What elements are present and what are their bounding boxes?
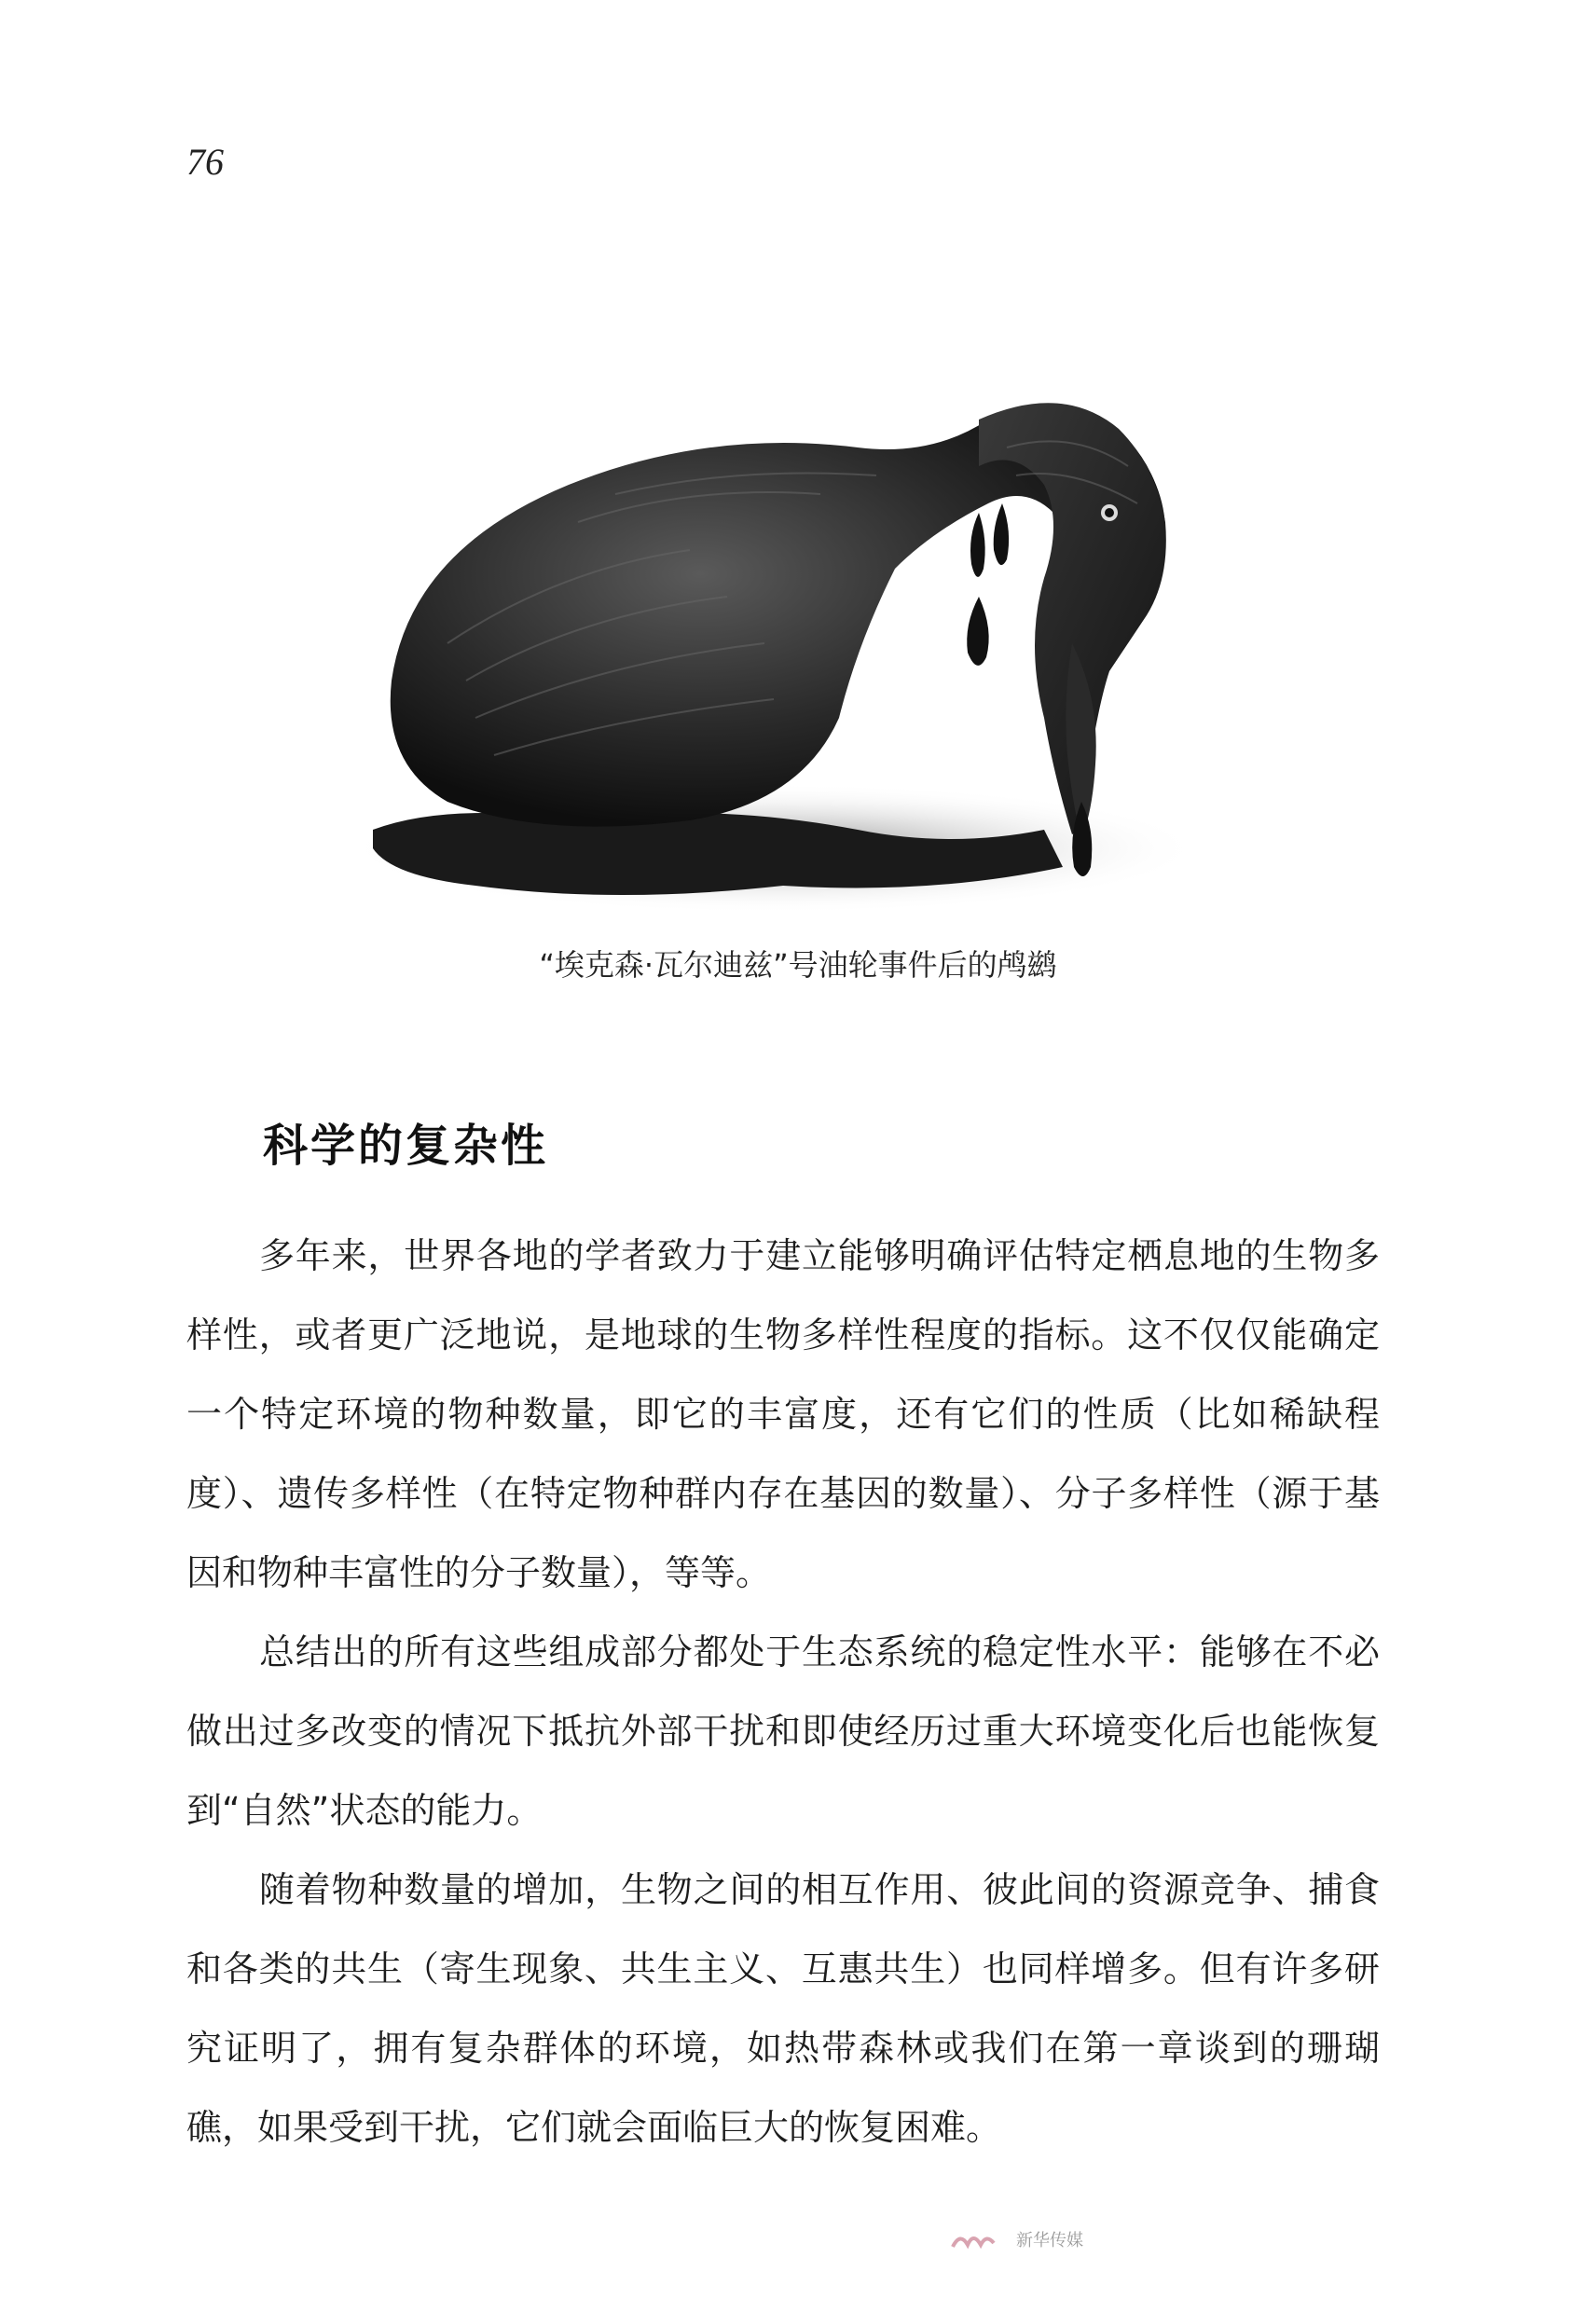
paragraph: 随着物种数量的增加，生物之间的相互作用、彼此间的资源竞争、捕食和各类的共生（寄生现象、共生主义、互惠共生）也同样增多。但有许多研究证明了，拥有复杂群体的环境，如热带森林或我们在第一章谈到的珊瑚礁，如果受到干扰，它们就会面临巨大的恢复困难。 bbox=[186, 1869, 1380, 2148]
section-title: 科学的复杂性 bbox=[263, 1120, 549, 1172]
publisher-logo-icon bbox=[951, 2228, 1007, 2254]
body-text bbox=[186, 1217, 1380, 2168]
paragraph: 多年来，世界各地的学者致力于建立能够明确评估特定栖息地的生物多样性，或者更广泛地说，是地球的生物多样性程度的指标。这不仅仅能确定一个特定环境的物种数量，即它的丰富度，还有它们的性质（比如稀缺程度）、遗传多样性（在特定物种群内存在基因的数量）、分子多样性（源于基因和物种丰富性的分子数量），等等。 bbox=[186, 1235, 1380, 1593]
publisher-logo bbox=[951, 2228, 1083, 2254]
publisher-logo-text: 新华传媒 bbox=[1016, 2231, 1083, 2250]
paragraph: 总结出的所有这些组成部分都处于生态系统的稳定性水平：能够在不必做出过多改变的情况下抵抗外部干扰和即使经历过重大环境变化后也能恢复到“自然”状态的能力。 bbox=[186, 1631, 1380, 1831]
figure-caption: “埃克森·瓦尔迪兹”号油轮事件后的鸬鹚 bbox=[539, 947, 1057, 983]
page-number: 76 bbox=[186, 141, 224, 183]
oiled-bird-illustration bbox=[336, 364, 1268, 923]
